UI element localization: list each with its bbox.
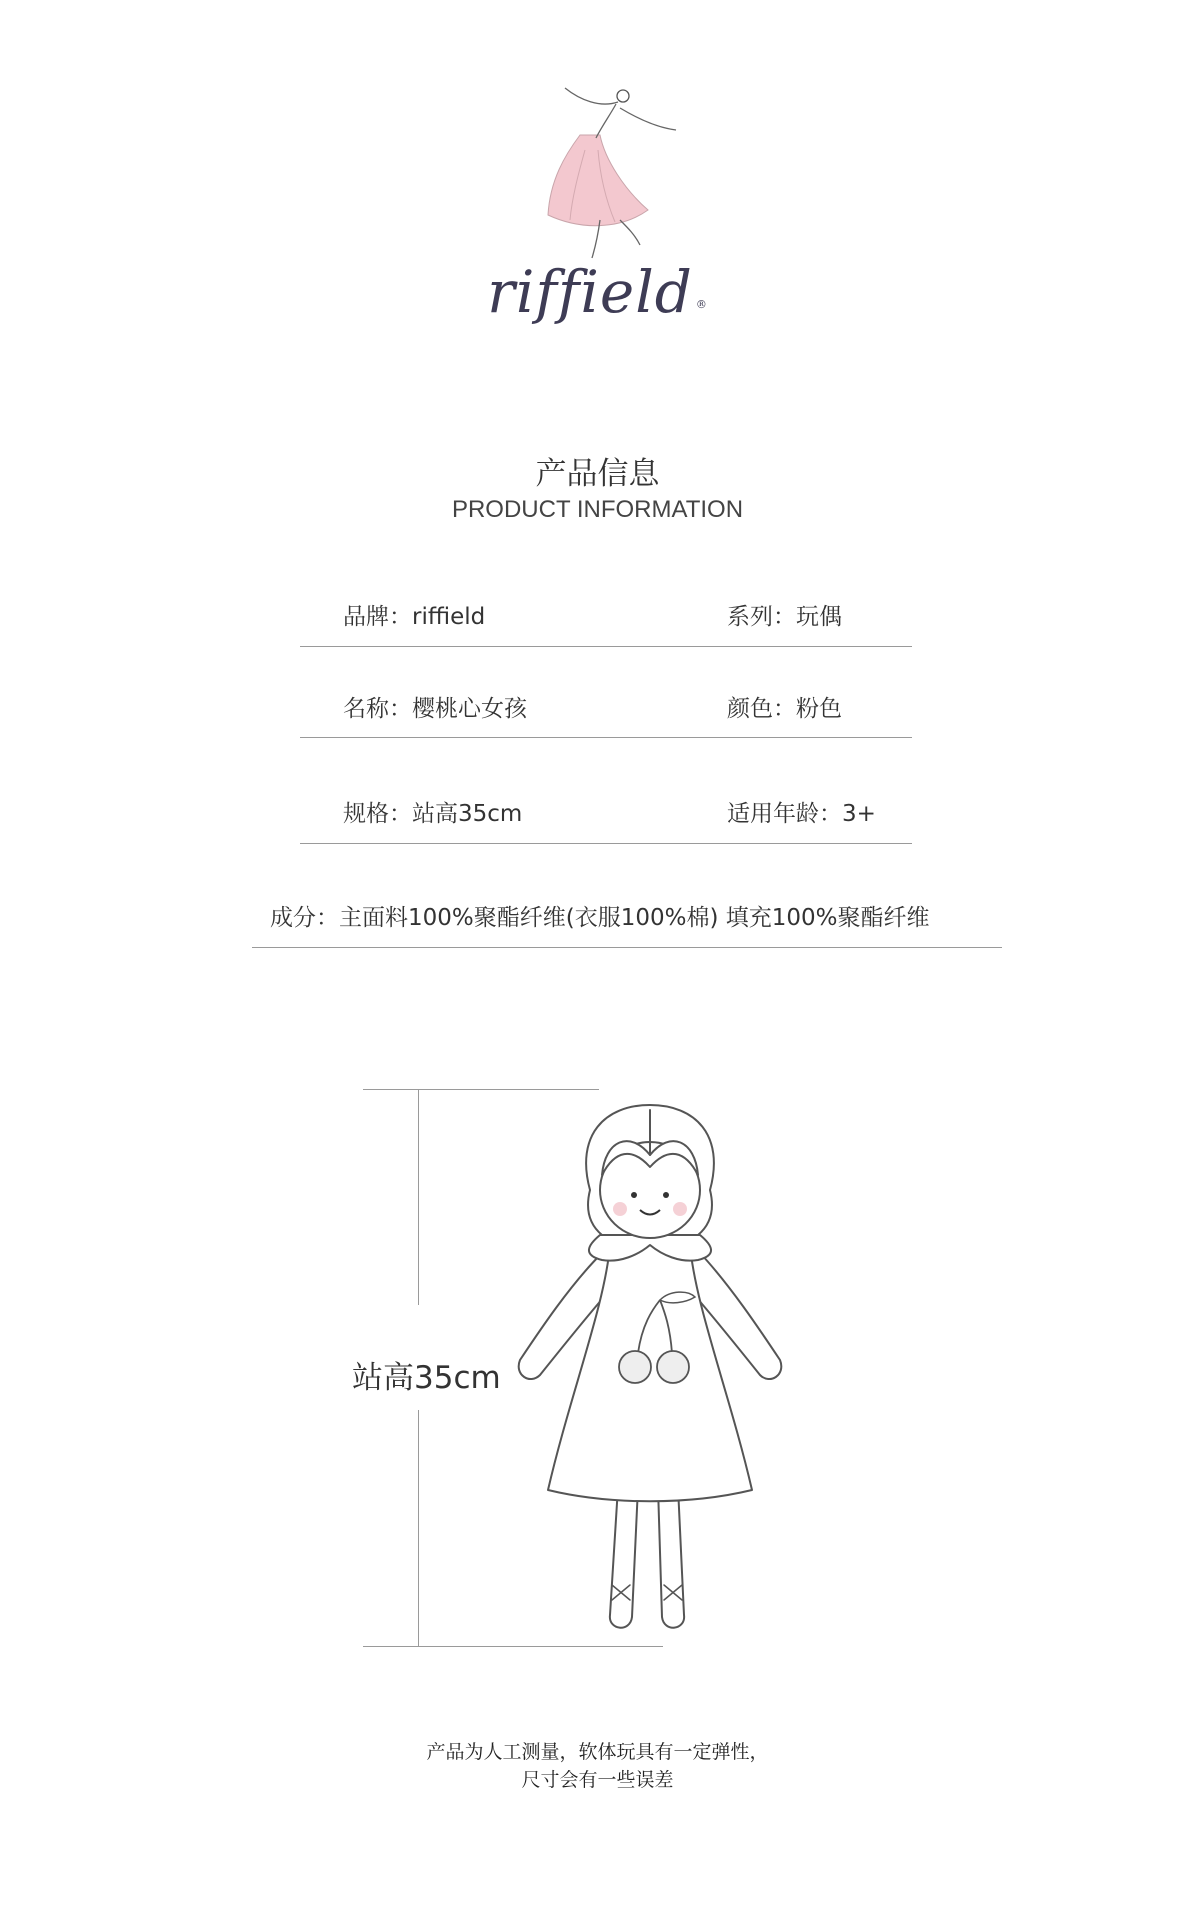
height-label: 站高35cm — [352, 1360, 501, 1396]
dimension-vertical-line-lower — [418, 1410, 419, 1646]
brand-logo-wordmark — [0, 258, 1195, 326]
registered-mark: ® — [695, 298, 708, 311]
measurement-note-line2: 尺寸会有一些误差 — [521, 1769, 674, 1791]
measurement-note-line1: 产品为人工测量，软体玩具有一定弹性， — [426, 1741, 769, 1763]
ballerina-logo-icon — [480, 80, 720, 260]
info-age: 适用年龄：3+ — [727, 801, 876, 827]
dimension-top-line — [363, 1089, 599, 1090]
info-series: 系列：玩偶 — [727, 604, 842, 630]
divider — [300, 646, 912, 647]
divider — [300, 843, 912, 844]
divider — [252, 947, 1002, 948]
dimension-vertical-line-upper — [418, 1089, 419, 1305]
doll-illustration — [510, 1095, 790, 1635]
logo-text: riffield — [487, 258, 693, 326]
section-title-en: PRODUCT INFORMATION — [451, 496, 744, 523]
section-title-cn: 产品信息 — [535, 456, 660, 492]
info-brand: 品牌：riffield — [343, 604, 486, 630]
info-spec: 规格：站高35cm — [343, 801, 523, 827]
info-color: 颜色：粉色 — [727, 696, 842, 722]
dimension-bottom-line — [363, 1646, 663, 1647]
info-name: 名称：樱桃心女孩 — [343, 696, 527, 722]
info-composition: 成分：主面料100%聚酯纤维(衣服100%棉) 填充100%聚酯纤维 — [270, 905, 930, 931]
divider — [300, 737, 912, 738]
